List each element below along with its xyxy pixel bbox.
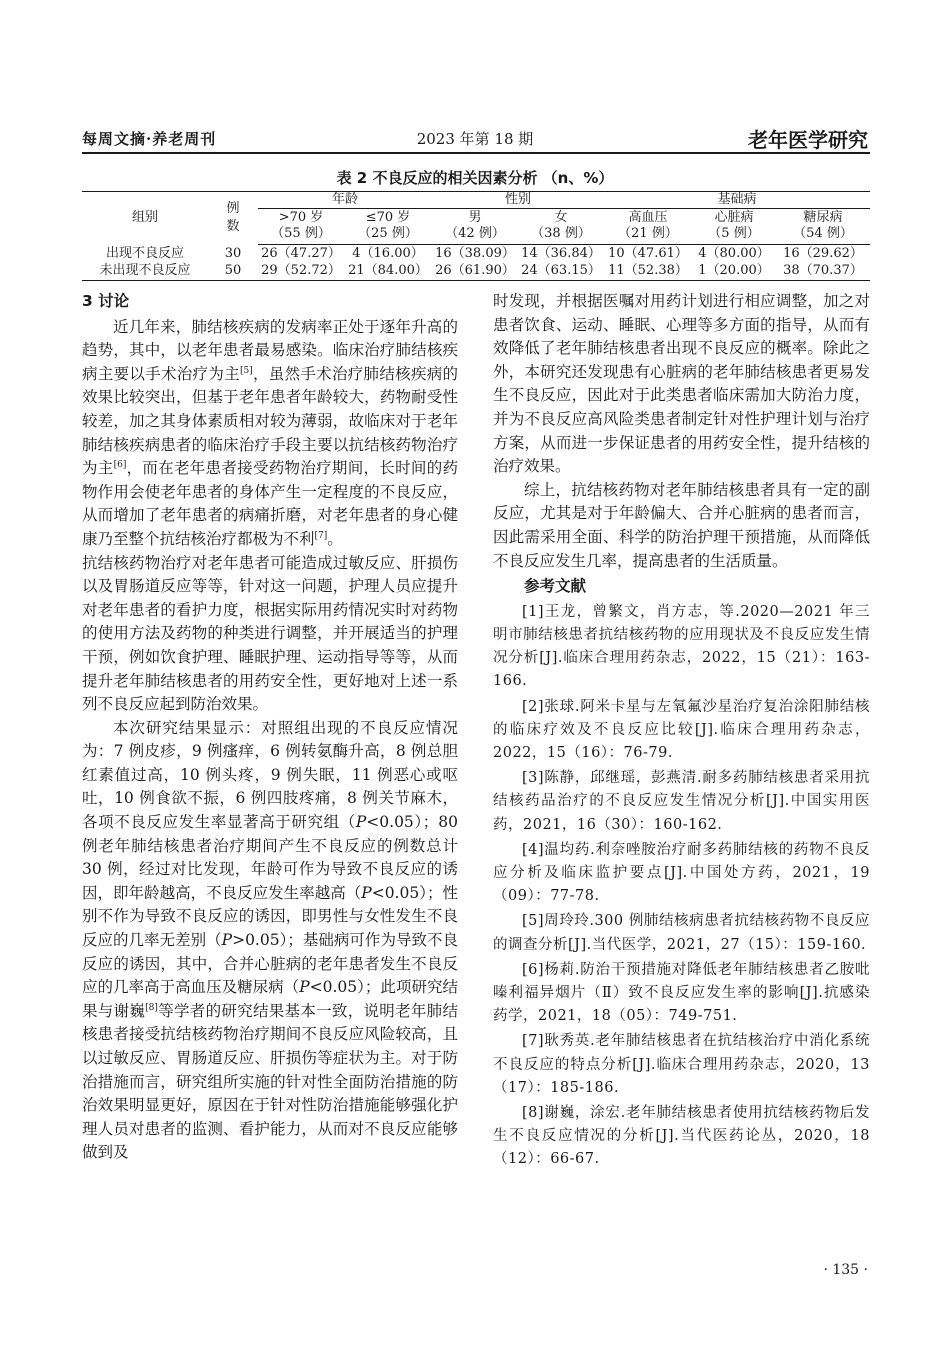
paragraph: 综上，抗结核药物对老年肺结核患者具有一定的副反应，尤其是对于年龄偏大、合并心脏病的患者而言，因此需采用全面、科学的防治护理干预措施，从而降低不良反应发生几率，提高患者的生活质量。	[493, 480, 870, 570]
citation: [8]	[145, 1002, 158, 1013]
subheader: 高血压	[628, 210, 668, 225]
table-cell: 16（29.62）	[783, 246, 863, 261]
reference-item: [7]耿秀英.老年肺结核患者在抗结核治疗中消化系统不良反应的特点分析[J].临床合理用药杂志，2020，13（17）：185-186.	[493, 1033, 870, 1096]
row-n: 50	[208, 262, 258, 281]
subheader-count: （5 例）	[692, 226, 776, 245]
subheader: 女	[554, 210, 568, 225]
reference-item: [3]陈静，邱继瑶，彭燕清.耐多药肺结核患者采用抗结核药品治疗的不良反应发生情况分析[J].中国实用医药，2021，16（30）：160-162.	[493, 770, 870, 833]
reference-item: [8]谢巍，涂宏.老年肺结核患者使用抗结核药物后发生不良反应情况的分析[J].当代医药论丛，2020，18（12）：66-67.	[493, 1104, 870, 1168]
citation: [7]	[314, 530, 328, 541]
text-run: <0.05）；性别不作为导致不良反应的诱因，即男性与女性发生不良反应的几率无差别（	[82, 883, 458, 950]
reference-item: [6]杨莉.防治干预措施对降低老年肺结核患者乙胺吡嗪利福异烟片（Ⅱ）致不良反应发生率的影响[J].抗感染药学，2021，18（05）：749-751.	[493, 961, 870, 1025]
discussion-heading: 3 讨论	[82, 292, 130, 310]
subheader: ≤70 岁	[365, 210, 411, 225]
reference-list	[493, 601, 870, 1172]
reference-item: [2]张球.阿米卡星与左氧氟沙星治疗复治涂阳肺结核的临床疗效及不良反应比较[J].临床合理用药杂志，2022，15（16）：76-79.	[493, 698, 870, 761]
table-cell: 4（16.00）	[352, 246, 424, 261]
table-row	[82, 245, 870, 263]
subheader: 男	[468, 210, 482, 225]
table-cell: 24（63.15）	[518, 262, 604, 281]
text-run: ，虽然手术治疗肺结核疾病的效果比较突出，但基于老年患者年龄较大，药物耐受性较差，加之其身体素质相对较为薄弱，故临床对于老年肺结核疾病患者的临床治疗手段主要以抗结核药物治疗为主	[82, 364, 458, 478]
text-run: 等学者的研究结果基本一致，说明老年肺结核患者接受抗结核药物治疗期间不良反应风险较高，且以过敏反应、胃肠道反应、肝损伤等症状为主。对于防治措施而言，研究组所实施的针对性全面防治措施的防治效果明显更好，原因在于针对性防治措施能够强化护理人员对患者的监测、看护能力，从而对不良反应能够做到及	[82, 1001, 458, 1162]
section-title: 老年医学研究	[748, 128, 868, 152]
table-cell: 11（52.38）	[604, 262, 692, 281]
text-run: 本次研究结果显示：对照组出现的不良反应情况为：7 例皮疹，9 例瘙痒，6 例转氨酶升高，8 例总胆红素值过高，10 例头疼，9 例失眠，11 例恶心或呕吐，10 例食欲不振，6 例四肢疼痛，8 例关节麻木，各项不良反应发生率显著高于研究组（	[82, 718, 458, 832]
header-rule	[82, 152, 870, 154]
row-label: 出现不良反应	[105, 245, 184, 261]
subheader: 心脏病	[714, 210, 754, 225]
row-n: 30	[224, 245, 242, 261]
row-label: 未出现不良反应	[82, 262, 208, 281]
paragraph: 抗结核药物治疗对老年患者可能造成过敏反应、肝损伤以及胃肠道反应等等，针对这一问题，护理人员应提升对老年患者的看护力度，根据实际用药情况实时对药物的使用方法及药物的种类进行调整，并开展适当的护理干预，例如饮食护理、睡眠护理、运动指导等等，从而提升老年肺结核患者的用药安全性，更好地对上述一系列不良反应起到防治效果。	[82, 553, 458, 714]
header-age: 年龄	[258, 192, 432, 209]
table-cell: 26（47.27）	[261, 246, 341, 261]
reference-item: [1]王龙，曾繁文，肖方志，等.2020—2021 年三明市肺结核患者抗结核药物的应用现状及不良反应发生情况分析[J].临床合理用药杂志，2022，15（21）：163-166.	[493, 603, 870, 690]
issue-label: 2023 年第 18 期	[416, 130, 534, 148]
subheader: 糖尿病	[803, 210, 843, 225]
header-sex: 性别	[432, 192, 604, 209]
header-count-text: 例数	[226, 201, 240, 235]
table-cell: 16（38.09）	[435, 246, 515, 261]
header-disease: 基础病	[604, 192, 870, 209]
page-number: · 135 ·	[823, 1262, 868, 1278]
table-cell: 21（84.00）	[344, 262, 432, 281]
p-symbol: P	[355, 813, 367, 832]
journal-name: 每周文摘·养老周刊	[82, 130, 217, 148]
text-run: 。	[327, 529, 343, 548]
table-cell: 29（52.72）	[258, 262, 344, 281]
paragraph	[82, 717, 458, 1165]
subheader-count: （25 例）	[344, 226, 432, 245]
table-cell: 1（20.00）	[692, 262, 776, 281]
p-symbol: P	[221, 931, 233, 950]
subheader-count: （42 例）	[432, 226, 518, 245]
citation: [6]	[113, 460, 127, 470]
p-symbol: P	[361, 883, 372, 902]
text-run: 近几年来，肺结核疾病的发病率正处于逐年升高的趋势，其中，以老年患者最易感染。临床治疗肺结核疾病主要以手术治疗为主	[82, 317, 458, 383]
paragraph	[82, 316, 458, 552]
subheader-count: （21 例）	[604, 226, 692, 245]
table-row	[82, 262, 870, 281]
text-run: >0.05）；基础病可作为导致不良反应的诱因，其中，合并心脏病的老年患者发生不良反应的几率高于高血压及糖尿病（	[82, 931, 458, 997]
subheader-count: （54 例）	[776, 226, 870, 245]
left-column	[82, 290, 458, 1165]
text-run: <0.05）；此项研究结果与谢巍	[82, 978, 458, 1020]
text-run: ，而在老年患者接受药物治疗期间，长时间的药物作用会使老年患者的身体产生一定程度的不良反应，从而增加了老年患者的病痛折磨，对老年患者的身心健康乃至整个抗结核治疗都极为不利	[82, 459, 458, 548]
p-symbol: P	[299, 978, 310, 997]
right-column	[493, 290, 870, 1174]
subheader: >70 岁	[278, 210, 324, 225]
subheader-count: （38 例）	[518, 226, 604, 245]
results-table	[82, 191, 870, 281]
reference-item: [4]温均药.利奈唑胺治疗耐多药肺结核的药物不良反应分析及临床监护要点[J].中国处方药，2021，19（09）：77-78.	[493, 841, 870, 905]
citation: [5]	[239, 365, 253, 376]
table-cell: 26（61.90）	[432, 262, 518, 281]
subheader-count: （55 例）	[258, 226, 344, 245]
table-cell: 38（70.37）	[776, 262, 870, 281]
paragraph: 时发现，并根据医嘱对用药计划进行相应调整，加之对患者饮食、运动、睡眠、心理等多方面的指导，从而有效降低了老年肺结核患者出现不良反应的概率。除此之外，本研究还发现患有心脏病的老年肺结核患者更易发生不良反应，因此对于此类患者临床需加大防治力度，并为不良反应高风险类患者制定针对性护理计划与治疗方案，从而进一步保证患者的用药安全性，提升结核的治疗效果。	[493, 292, 870, 476]
text-run: <0.05）；80 例老年肺结核患者治疗期间产生不良反应的例数总计 30 例，经过对比发现，年龄可作为导致不良反应的诱因，即年龄越高，不良反应发生率越高（	[82, 813, 458, 902]
table-title: 表 2 不良反应的相关因素分析 （n、%）	[336, 169, 614, 187]
table-cell: 10（47.61）	[608, 246, 688, 261]
reference-item: [5]周玲玲.300 例肺结核病患者抗结核药物不良反应的调查分析[J].当代医学，2021，27（15）：159-160.	[493, 913, 870, 953]
header-group: 组别	[82, 192, 208, 245]
table-cell: 14（36.84）	[521, 246, 601, 261]
references-heading: 参考文献	[524, 577, 587, 596]
table-cell: 4（80.00）	[698, 246, 770, 261]
header-count	[208, 192, 258, 245]
